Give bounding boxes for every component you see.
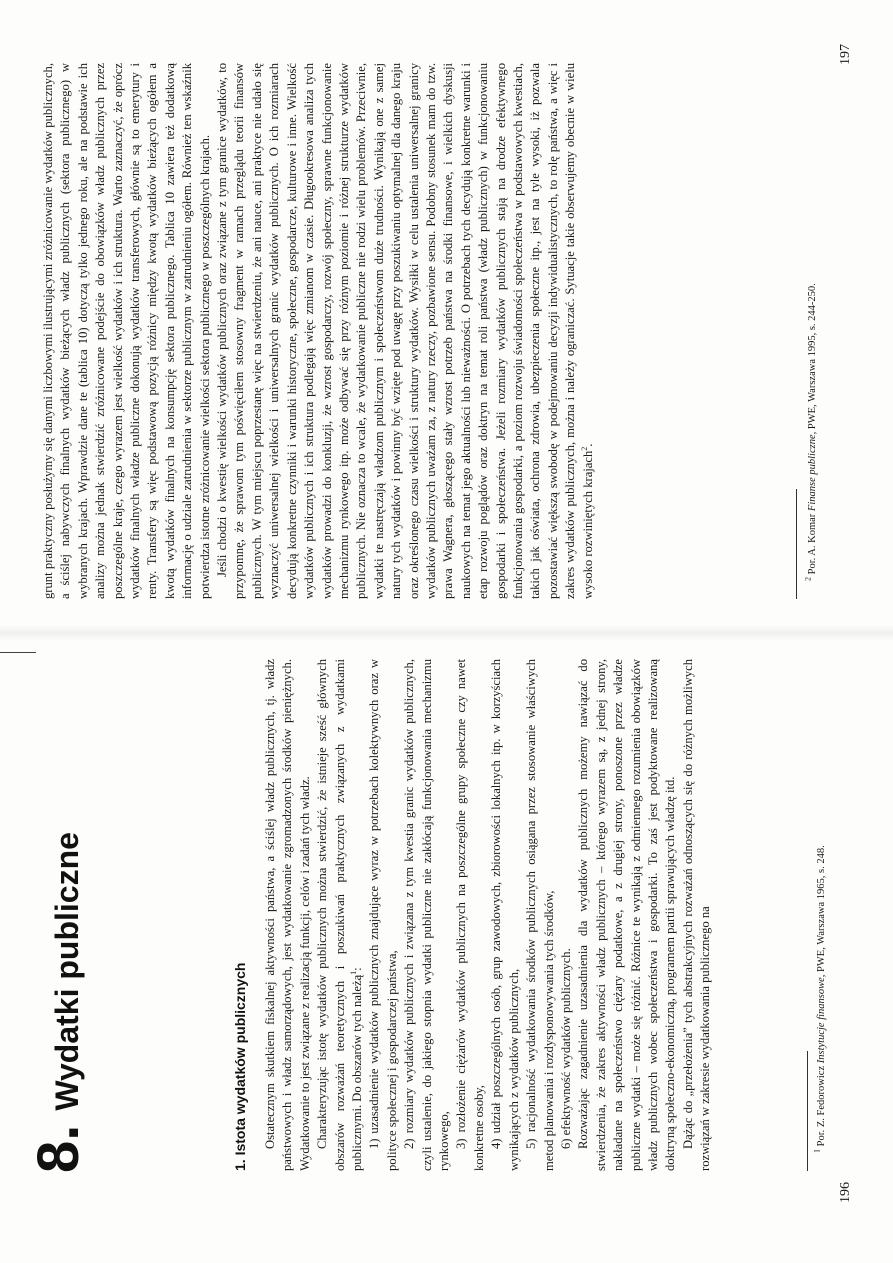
list-item: 1) uzasadnienie wydatków publicznych znajdujące wyraz w potrzebach kolektywnych oraz w polityce społecznej i gospodarczej państwa, bbox=[367, 659, 399, 1171]
paragraph: Rozważając zagadnienie uzasadnienia dla wydatków publicznych możemy nawiązać do stwierdzenia, że zakres aktywności władz publicznych – którego wyrazem są, z jednej strony, nakładane na społeczeństwo ciężary podatkowe, a z drugiej strony, ponoszone przez władze publiczne wydatki – może się różnić. Różnice te wynikają z odmiennego rozumienia obowiązków władz publicznych wobec społeczeństwa i gospodarki. To zaś jest podyktowane realizowaną doktryną społeczno-ekonomiczną, programem partii sprawujących władzę itd. bbox=[576, 659, 678, 1171]
footnote bbox=[803, 81, 819, 581]
chapter-number: 8 bbox=[26, 1140, 91, 1173]
paragraph-text: Jeśli chodzi o kwestię wielkości wydatków publicznych oraz związane z tym granice wydatków, to przypomnę, że sprawom tym poświęciłem stosowny fragment w ramach przeglądu teorii finansów publicznych. W tym miejscu poprzestanę więc na stwierdzeniu, że ani nauce, ani praktyce nie udało się wyznaczyć uniwersalnej wielkości i uniwersalnych granic wydatków publicznych. O ich rozmiarach decydują konkretne czynniki i warunki historyczne, społeczne, gospodarcze, kulturowe i inne. Wielkość wydatków publicznych i ich struktura podlegają więc zmianom w czasie. Długookresowa analiza tych wydatków prowadzi do konkluzji, że wzrost gospodarczy, rozwój społeczny, sprawne funkcjonowanie mechanizmu rynkowego itp. może odbywać się przy różnym poziomie i różnej strukturze wydatków publicznych. Nie oznacza to wcale, że wydatkowanie publiczne nie rodzi wielu problemów. Przeciwnie, wydatki te nastręczają władzom publicznym i społeczeństwom duże trudności. Wynikają one z samej natury tych wydatków i powinny być wzięte pod uwagę przy poszukiwaniu optymalnej dla danego kraju oraz określonego czasu wielkości i struktury wydatków. Wysiłki w celu ustalenia uniwersalnej granicy wydatków publicznych uważam za, z natury rzeczy, pozbawione sensu. Podobny stosunek mam do tzw. prawa Wagnera, głoszącego stały wzrost potrzeb państwa na środki finansowe, i wielkich dyskusji naukowych na temat jego aktualności lub nieważności. O potrzebach tych decydują konkretne warunki i etap rozwoju poglądów oraz doktryn na temat roli państwa (władz publicznych) w funkcjonowaniu gospodarki i społeczeństwa. Jeżeli rozmiary wydatków publicznych stają na drodze efektywnego funkcjonowania gospodarki, a poziom rozwoju świadomości społeczeństwa w podstawowych kwestiach, takich jak oświata, ochrona zdrowia, ubezpieczenia społeczne itp., jest na tyle wysoki, iż pozwala pozostawiać większą swobodę w podejmowaniu decyzji indywidualistycznych, to rolę państwa, a więc i zakres wydatków publicznych, można i należy ograniczać. Sytuacje takie obserwujemy obecnie w wielu wysoko rozwiniętych krajach bbox=[215, 63, 595, 599]
footnote-rule bbox=[807, 1051, 808, 1171]
footnote-text: Por. Z. Fedorowicz bbox=[816, 1063, 827, 1149]
paragraph: Dążąc do „przełożenia” tych abstrakcyjnych rozważań odnoszących się do różnych możliwych rozwiązań w zakresie wydatkowania publicznego na bbox=[680, 659, 713, 1171]
paragraph: grunt praktyczny posłużymy się danymi liczbowymi ilustrującymi zróżnicowanie wydatków publicznych, a ściślej nabywczych finalnych wydatków bieżących władz publicznych (sektora publicznego) w wybranych krajach. Wprawdzie dane te (tablica 10) dotyczą tylko jednego roku, ale na podstawie ich analizy można jednak stwierdzić zróżnicowane podejście do obowiązków władz publicznych przez poszczególne kraje, czego wyrazem jest wielkość wydatków i ich struktura. Warto zaznaczyć, że oprócz wydatków finalnych władze publiczne dokonują wydatków transferowych, głównie są to emerytury i renty. Transfery są więc podstawową pozycją różnicy między kwotą wydatków bieżących ogółem a kwotą wydatków finalnych na konsumpcję sektora publicznego. Tablica 10 zawiera też dodatkową informację o udziale zatrudnienia w sektorze publicznym w zatrudnieniu ogółem. Również ten wskaźnik potwierdza istotne zróżnicowanie wielkości sektora publicznego w poszczególnych krajach. bbox=[41, 63, 212, 599]
chapter-dot: . bbox=[26, 1124, 91, 1141]
page-left bbox=[0, 633, 893, 1263]
section-title: 1. Istota wydatków publicznych bbox=[232, 962, 248, 1171]
paragraph-text: Charakteryzując istotę wydatków publicznych można stwierdzić, że istnieje sześć głównych obszarów rozważań teoretycznych i poszukiwań praktycznych związanych z wydatkami publicznymi. Do obszarów tych należą bbox=[315, 659, 365, 1171]
list-item: 4) udział poszczególnych osób, grup zawodowych, zbiorowości lokalnych itp. w korzyściach wynikających z wydatków publicznych, bbox=[489, 659, 521, 1171]
chapter-title: Wydatki publiczne bbox=[49, 832, 85, 1111]
footnote-rule bbox=[796, 489, 797, 599]
footnote-text: Por. A. Komar bbox=[807, 511, 818, 577]
list-item: 6) efektywność wydatków publicznych. bbox=[558, 948, 573, 1149]
footnote-text: , PWE, Warszawa 1965, s. 248. bbox=[816, 845, 827, 978]
footnote-title: Instytucje finansowe bbox=[816, 977, 827, 1064]
footnote-ref: 1 bbox=[348, 970, 358, 975]
right-body-text bbox=[40, 63, 597, 599]
list-item: 5) racjonalność wydatkowania środków publicznych osiągana przez stosowanie właściwych metod planowania i rozdysponowywania tych środków, bbox=[524, 659, 556, 1171]
chapter-heading bbox=[26, 832, 91, 1173]
footnote bbox=[812, 673, 828, 1153]
footnote-mark: 2 bbox=[803, 577, 813, 581]
page-number: 196 bbox=[838, 1182, 853, 1203]
footnote-ref: 2 bbox=[579, 446, 589, 451]
footnote-mark: 1 bbox=[812, 1149, 822, 1153]
left-body-text bbox=[262, 659, 715, 1171]
footnote-title: Finanse publiczne bbox=[807, 434, 818, 512]
list-item: 3) rozłożenie ciężarów wydatków publicznych na poszczególne grupy społeczne czy nawet konkretne osoby, bbox=[454, 659, 486, 1171]
footnote-text: , PWE, Warszawa 1995, s. 244-250. bbox=[807, 283, 818, 435]
list-item: 2) rozmiary wydatków publicznych i związana z tym kwestia granic wydatków publicznych, czyli ustalenie, do jakiego stopnia wydatki publiczne nie zakłócają funkcjonowania mechanizmu rynkowego, bbox=[402, 659, 452, 1171]
paragraph: Ostatecznym skutkiem fiskalnej aktywności państwa, a ściślej władz publicznych, tj. władz państwowych i władz samorządowych, jest wydatkowanie zgromadzonych środków pieniężnych. Wydatkowanie to jest związane z realizacją funkcji, celów i zadań tych władz. bbox=[263, 659, 312, 1171]
paragraph-end: . bbox=[580, 443, 595, 447]
paragraph bbox=[214, 63, 597, 599]
page-number: 197 bbox=[838, 44, 853, 65]
paragraph-colon: : bbox=[350, 967, 365, 971]
gutter-mark bbox=[0, 652, 36, 653]
paragraph bbox=[314, 659, 366, 1171]
